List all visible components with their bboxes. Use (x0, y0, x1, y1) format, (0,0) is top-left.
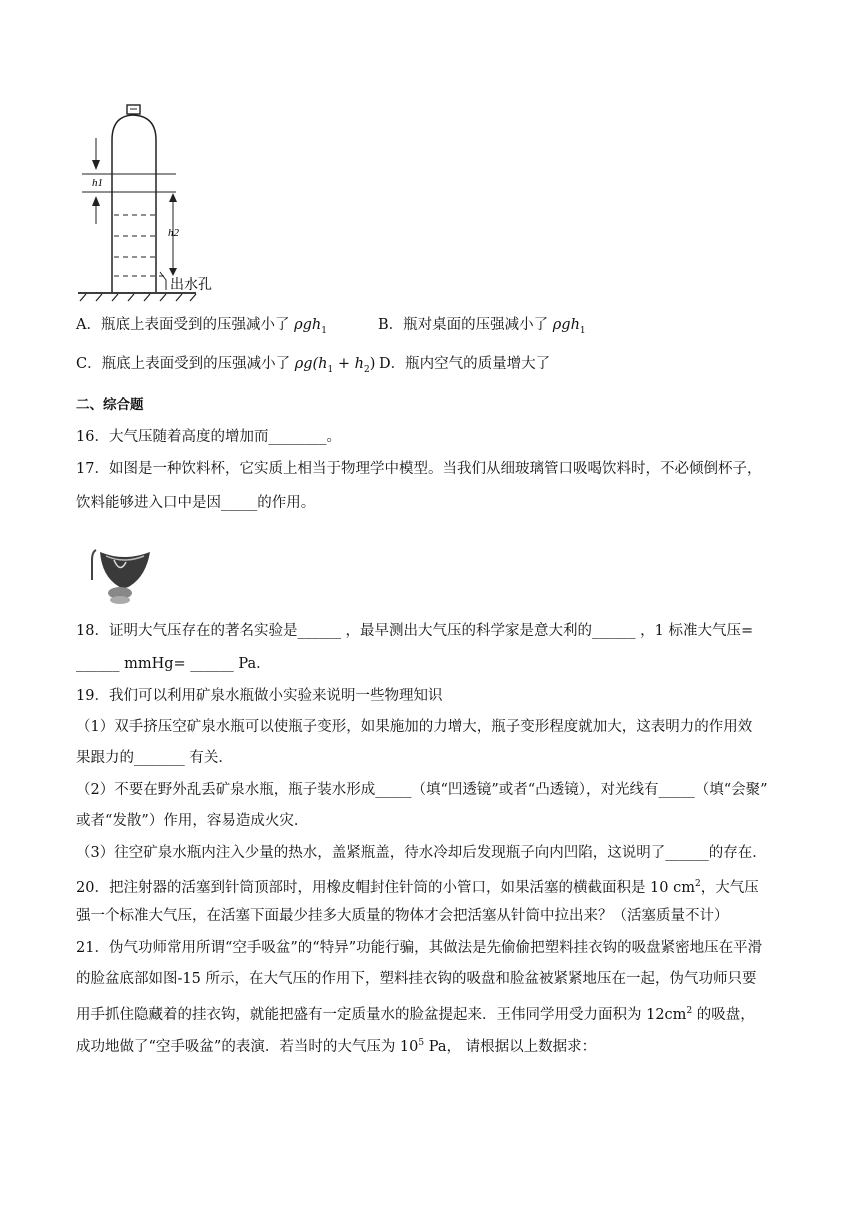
section-title: 二、综合题 (76, 397, 144, 413)
option-b: B．瓶对桌面的压强减小了 ρgh$_1$ (378, 317, 586, 336)
question-19-2-line1: （2）不要在野外乱丢矿泉水瓶，瓶子装水形成_____（填“凹透镜”或者“凸透镜），对光线有_____（填“会聚” (76, 782, 768, 798)
question-19: 19．我们可以利用矿泉水瓶做小实验来说明一些物理知识 (76, 688, 443, 704)
question-21-line2: 的脸盆底部如图-15 所示，在大气压的作用下，塑料挂衣钩的吸盘和脸盆被紧紧地压在一起，伪气功师只要 (76, 971, 757, 987)
question-20-line1: 20．把注射器的活塞到针筒顶部时，用橡皮帽封住针筒的小管口，如果活塞的横截面积是 10 $cm^2$，大气压 (76, 879, 759, 896)
question-19-2-line2: 或者“发散”）作用，容易造成火灾． (76, 813, 309, 829)
question-20-line2: 强一个标准大气压，在活塞下面最少挂多大质量的物体才会把活塞从针筒中拉出来？（活塞质量不计） (76, 908, 729, 924)
option-d: D．瓶内空气的质量增大了 (379, 356, 551, 372)
question-17-line1: 17．如图是一种饮料杯，它实质上相当于物理学中模型。当我们从细玻璃管口吸喝饮料时，不必倾倒杯子， (76, 461, 762, 477)
option-a: A．瓶底上表面受到的压强减小了 ρgh$_1$ (76, 317, 327, 336)
question-17-line2: 饮料能够进入口中是因_____的作用。 (76, 495, 316, 511)
drinking-cup-figure (84, 546, 154, 606)
option-c: C．瓶底上表面受到的压强减小了 $\rho g(h_1 + h_2)$ (76, 356, 376, 375)
question-21-line3: 用手抓住隐藏着的挂衣钩，就能把盛有一定质量水的脸盆提起来．王伟同学用受力面积为 $12cm^2$ 的吸盘， (76, 1006, 755, 1023)
question-21-line1: 21．伪气功师常用所谓“空手吸盆”的“特异”功能行骗，其做法是先偷偷把塑料挂衣钩的吸盘紧密地压在平滑 (76, 940, 763, 956)
question-16: 16．大气压随着高度的增加而________。 (76, 429, 341, 445)
label-h2: h2 (168, 227, 179, 239)
question-19-1-line2: 果跟力的_______ 有关． (76, 750, 233, 766)
question-19-3: （3）往空矿泉水瓶内注入少量的热水，盖紧瓶盖，待水冷却后发现瓶子向内凹陷，这说明了______的存在． (76, 845, 767, 861)
label-h1: h1 (92, 177, 103, 189)
question-19-1-line1: （1）双手挤压空矿泉水瓶可以使瓶子变形，如果施加的力增大，瓶子变形程度就加大，这表明力的作用效 (76, 719, 753, 735)
label-outlet: 出水孔 (170, 277, 212, 293)
question-18-line2: ______ mmHg= ______ Pa． (76, 656, 271, 672)
question-21-line4: 成功地做了“空手吸盆”的表演．若当时的大气压为 $10^5$ Pa， 请根据以上数据求： (76, 1038, 597, 1055)
bottle-figure (76, 100, 226, 302)
question-18-line1: 18．证明大气压存在的著名实验是______ ，最早测出大气压的科学家是意大利的______ ，1 标准大气压= (76, 623, 754, 639)
